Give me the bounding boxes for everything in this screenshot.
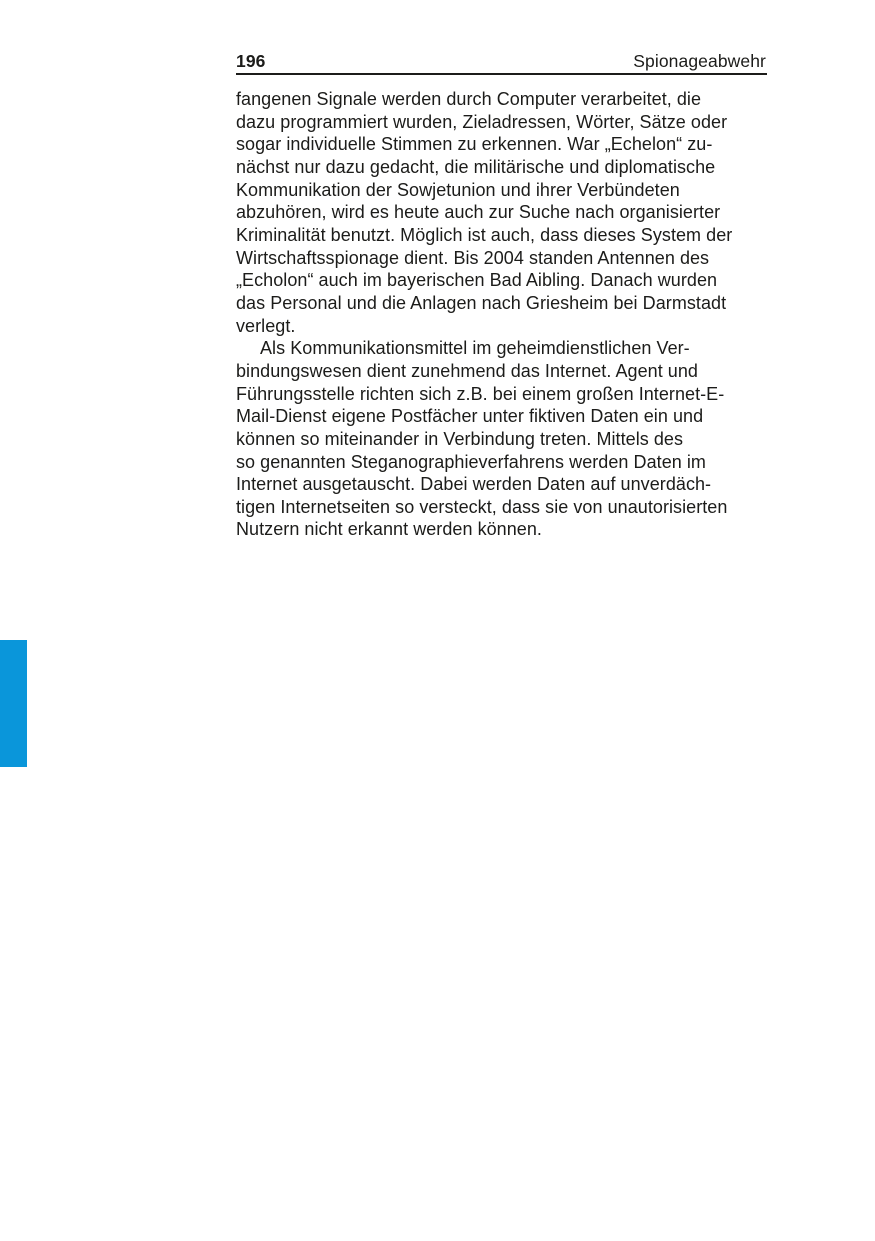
text-line: können so miteinander in Verbindung treten. Mittels des [236, 428, 684, 449]
running-head-title: Spionageabwehr [633, 51, 766, 71]
body-text [236, 88, 781, 541]
text-line: Als Kommunikationsmittel im geheimdienstlichen Ver- [260, 338, 690, 359]
text-line: bindungswesen dient zunehmend das Internet. Agent und [236, 360, 698, 381]
text-line: abzuhören, wird es heute auch zur Suche nach organisierter [236, 202, 721, 223]
page-number: 196 [236, 51, 266, 71]
paragraph [236, 337, 781, 541]
text-line: Nutzern nicht erkannt werden können. [236, 519, 542, 540]
chapter-tab-marker [0, 640, 27, 767]
header-rule [236, 73, 767, 75]
text-line: so genannten Steganographieverfahrens werden Daten im [236, 451, 706, 472]
text-line: „Echolon“ auch im bayerischen Bad Aibling. Danach wurden [236, 270, 718, 291]
text-line: Kriminalität benutzt. Möglich ist auch, dass dieses System der [236, 224, 733, 245]
text-line: das Personal und die Anlagen nach Griesheim bei Darmstadt [236, 292, 727, 313]
running-header [236, 51, 766, 72]
text-line: verlegt. [236, 315, 296, 336]
text-line: fangenen Signale werden durch Computer verarbeitet, die [236, 89, 702, 109]
text-line: Führungsstelle richten sich z.B. bei einem großen Internet-E- [236, 383, 725, 404]
paragraph [236, 88, 781, 337]
text-line: Mail-Dienst eigene Postfächer unter fiktiven Daten ein und [236, 406, 704, 427]
text-line: Internet ausgetauscht. Dabei werden Daten auf unverdäch- [236, 474, 712, 495]
text-line: nächst nur dazu gedacht, die militärische und diplomatische [236, 156, 716, 177]
text-line: tigen Internetseiten so versteckt, dass sie von unautorisierten [236, 496, 728, 517]
text-line: Kommunikation der Sowjetunion und ihrer Verbündeten [236, 179, 680, 200]
text-line: Wirtschaftsspionage dient. Bis 2004 standen Antennen des [236, 247, 710, 268]
text-line: sogar individuelle Stimmen zu erkennen. War „Echelon“ zu- [236, 134, 713, 155]
text-line: dazu programmiert wurden, Zieladressen, Wörter, Sätze oder [236, 111, 728, 132]
